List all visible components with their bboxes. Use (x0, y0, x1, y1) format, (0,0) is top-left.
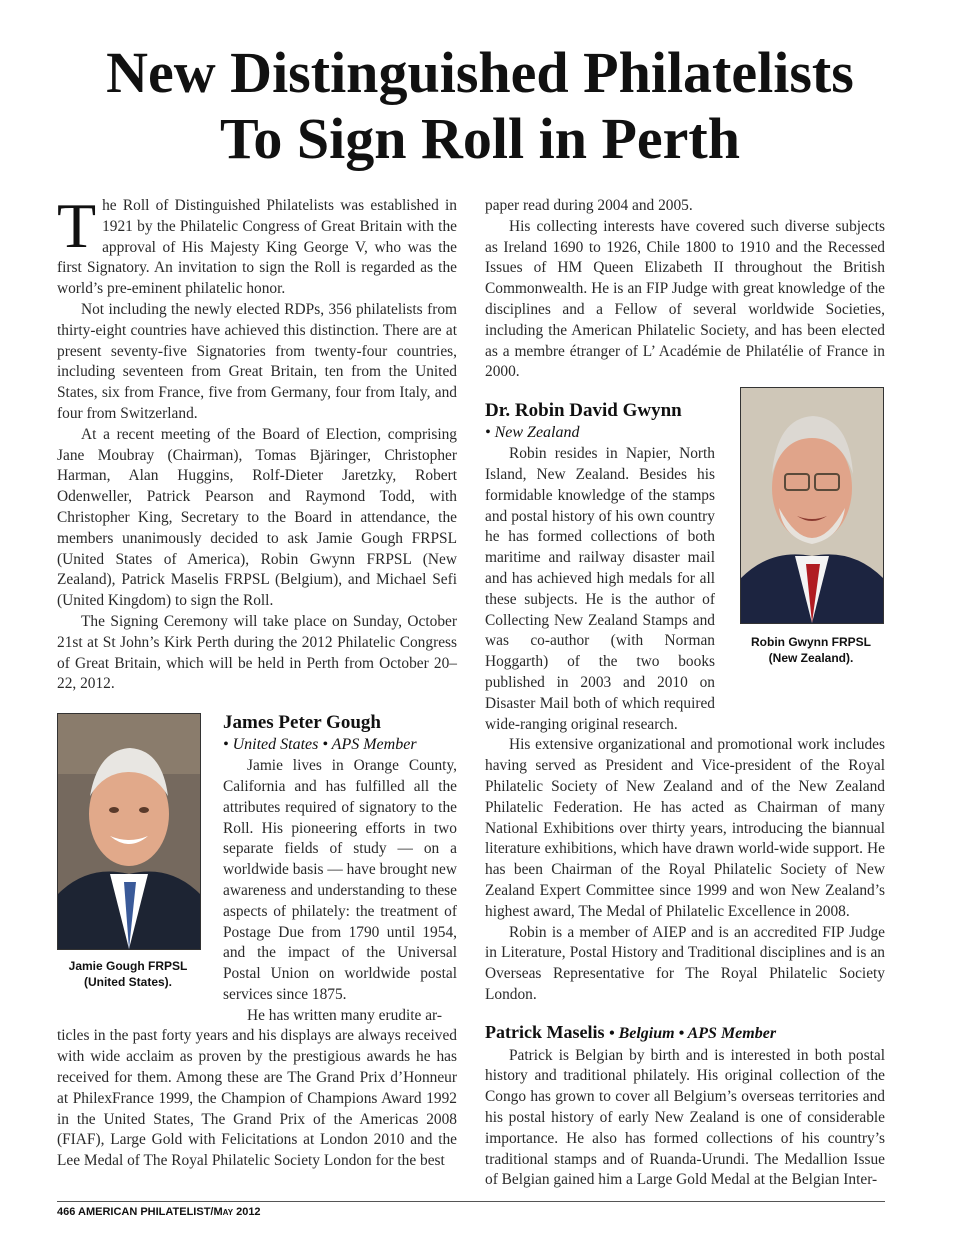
gwynn-caption-line-2: (New Zealand). (768, 651, 854, 665)
gough-caption-line-1: Jamie Gough FRPSL (68, 959, 188, 973)
gwynn-caption (740, 634, 882, 666)
intro-paragraph-2: Not including the newly elected RDPs, 356 philatelists from thirty-eight countries have achieved this distinction. There are at present seventy-five Signatories from twenty-four countries, including seventeen from Great Britain, ten from the United States, six from France, five from Germany, four from Italy, and four from Switzerland. (57, 300, 457, 422)
maselis-paragraph-1: Patrick is Belgian by birth and is interested in both postal history and traditional philately. His original collection of the Congo has grown to cover all Belgium’s overseas territories and his postal history of early New Zealand is one of considerable importance. He also has formed collections of his country’s traditional stamps and of Ruanda-Urundi. The Medallion Issue of Belgian gained him a Large Gold Medal at the Belgian Inter- (485, 1046, 885, 1189)
maselis-name: Patrick Maselis (485, 1021, 605, 1042)
gwynn-paragraph-3: Robin is a member of AIEP and is an accredited FIP Judge in Literature, Postal History and Traditional disciplines and is an Overseas Representative for The Royal Philatelic Society London. (485, 923, 885, 1003)
drop-cap: T (57, 190, 97, 261)
gwynn-paragraph-2: His extensive organizational and promotional work includes having served as President and Vice-president of the Royal Philatelic Society of New Zealand and of the New Zealand Philatelic Federation. He has acted as Chairman of many National Exhibitions over thirty years, introducing the biannual literature exhibitions, which have drawn world-wide support. He has been Chairman of the Royal Philatelic Society of New Zealand Expert Committee since 1999 and won New Zealand’s highest award, The Medal of Philatelic Excellence in 2008. (485, 736, 885, 920)
right-column (485, 196, 885, 1191)
gwynn-meta: • New Zealand (485, 424, 580, 442)
magazine-name: AMERICAN PHILATELIST (78, 1206, 211, 1218)
gough-continuation: paper read during 2004 and 2005. (485, 197, 693, 214)
gwynn-section (485, 399, 715, 735)
gough-section (223, 711, 457, 1026)
title-line-1: New Distinguished Philatelists (106, 40, 854, 105)
page-footer (57, 1206, 261, 1218)
intro-paragraph-1 (57, 190, 457, 300)
footer-separator: / (210, 1206, 214, 1218)
intro-p1-text: he Roll of Distinguished Philatelists was established in 1921 by the Philatelic Congress of Great Britain with the approval of His Majesty King George V, who was the first Signatory. An invitation to sign the Roll is regarded as the world’s pre-eminent philatelic honor. (57, 197, 457, 298)
article-title (40, 40, 920, 172)
portrait-gwynn-icon (741, 388, 883, 623)
page-number: 466 (57, 1206, 76, 1218)
gough-paragraph-2a: He has written many erudite ar- (247, 1006, 442, 1024)
maselis-meta: • Belgium • APS Member (608, 1024, 777, 1042)
intro-paragraph-3: At a recent meeting of the Board of Election, comprising Jane Moubray (Chairman), Tomas Bjäringer, Christopher Harman, Alan Huggins, Rolf-Dieter Jaretzky, Robert Odenweller, Patrick Pearson and Raymond Todd, with Christopher King, Secretary to the Board in attendance, the members unanimously decided to ask Jamie Gough FRPSL (United States of America), Robin Gwynn FRPSL (New Zealand), Patrick Maselis FRPSL (Belgium), and Michael Sefi (United Kingdom) to sign the Roll. (57, 425, 457, 610)
footer-divider (57, 1201, 885, 1202)
gough-meta: • United States • APS Member (223, 736, 417, 754)
gwynn-paragraph-1: Robin resides in Napier, North Island, New Zealand. Besides his formidable knowledge of the stamps and postal history of his own country he has formed collections of both maritime and railway disaster mail and has achieved high medals for all these subjects. He is the author of Collecting New Zealand Stamps and was co-author (with Norman Hoggarth) of the two books published in 2003 and 2010 on Disaster Mail both of which required wide-ranging original research. (485, 445, 715, 733)
gough-photo (57, 713, 201, 950)
gough-paragraph-2b: ticles in the past forty years and his displays are always received with wide acclaim as proven by the prestigious awards he has received for them. Among these are The Grand Prix d’Honneur at PhilexFrance 1999, the Champion of Champions Award 1992 in the United States, The Grand Prix of the Americas 2008 (FIAF), Large Gold with Felicitations at London 2010 and the Lee Medal of The Royal Philatelic Society London for the best (57, 1027, 457, 1170)
gwynn-name: Dr. Robin David Gwynn (485, 400, 682, 422)
gough-caption-line-2: (United States). (83, 975, 172, 989)
gough-paragraph-1: Jamie lives in Orange County, California and has fulfilled all the attributes required of signatory to the Roll. His pioneering efforts in two separate fields of study — on a worldwide basis — have brought new awareness and understanding to these aspects of philately: the treatment of Postage Due from 1790 until 1954, and the impact of the Universal Postal Union on worldwide postal services since 1875. (223, 757, 457, 1003)
intro-paragraph-4: The Signing Ceremony will take place on Sunday, October 21st at St John’s Kirk Perth during the 2012 Philatelic Congress of Great Britain, which will be held in Perth from October 20–22, 2012. (57, 612, 457, 693)
gwynn-photo (740, 387, 884, 624)
gwynn-caption-line-1: Robin Gwynn FRPSL (751, 635, 871, 649)
gough-interests-paragraph: His collecting interests have covered such diverse subjects as Ireland 1690 to 1926, Chile 1800 to 1910 and the Recessed Issues of HM Queen Elizabeth II throughout the British Commonwealth. He is an FIP Judge with great knowledge of the disciplines and a Fellow of several worldwide Societies, including the American Philatelic Society, and has been elected as a membre étranger of L’ Académie de Philatélie of France in 2000. (485, 217, 885, 381)
issue-date: May 2012 (213, 1206, 261, 1218)
portrait-gough-icon (58, 714, 200, 949)
maselis-heading (485, 1020, 885, 1046)
gough-caption (57, 958, 199, 990)
gough-name: James Peter Gough (223, 712, 381, 734)
left-column (57, 190, 457, 1172)
title-line-2: To Sign Roll in Perth (220, 106, 740, 171)
